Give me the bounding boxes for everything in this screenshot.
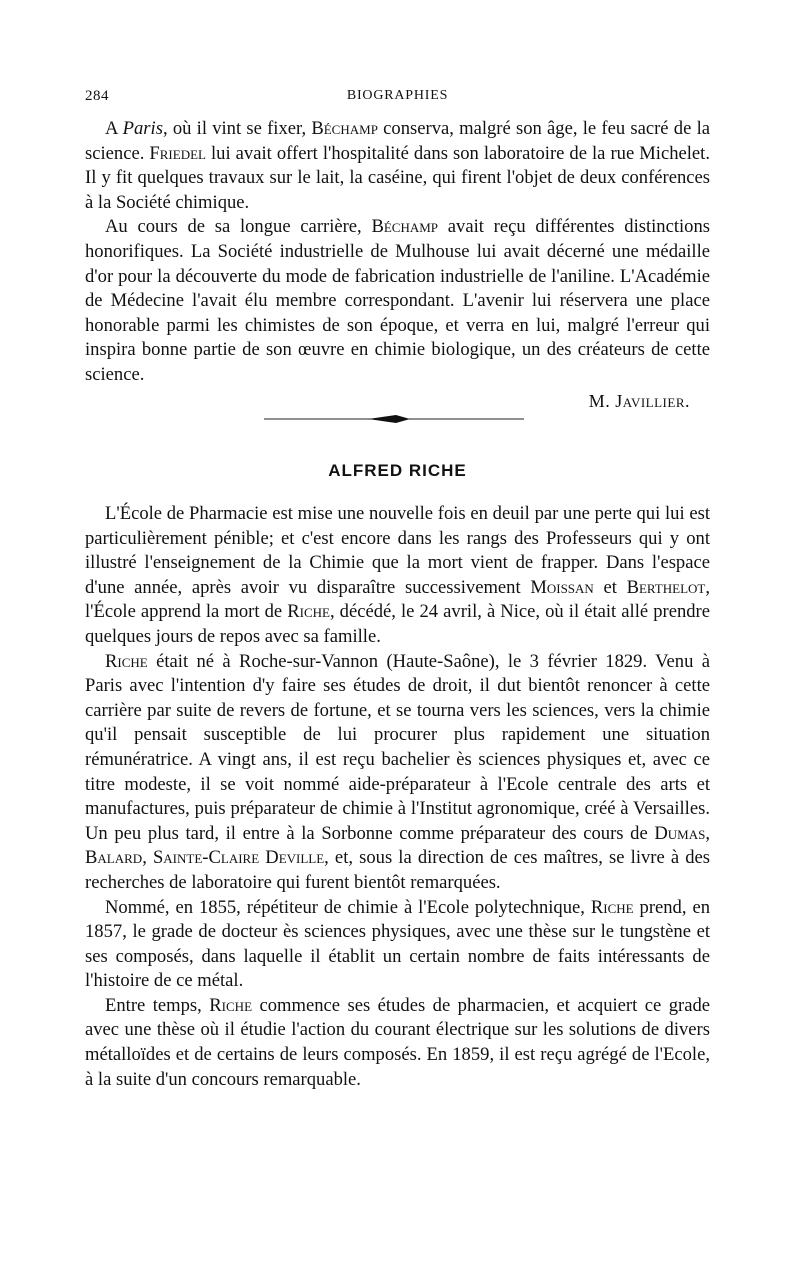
person-name: Sainte-Claire Deville bbox=[152, 847, 325, 869]
person-name: Riche bbox=[590, 896, 634, 918]
bechamp-section bbox=[85, 117, 710, 388]
section-divider-ornament bbox=[264, 412, 524, 426]
person-name: Balard bbox=[85, 847, 143, 869]
person-name: Béchamp bbox=[311, 118, 378, 139]
person-name: Riche bbox=[287, 601, 330, 623]
page-header bbox=[85, 88, 710, 110]
person-name: Béchamp bbox=[371, 216, 439, 238]
place-name: Paris bbox=[122, 118, 163, 139]
section-title: ALFRED RICHE bbox=[328, 461, 467, 480]
paragraph: Riche était né à Roche-sur-Vannon (Haute-Saône), le 3 février 1829. Venu à Paris avec l'intention d'y faire ses études de droit, il dut bientôt renoncer à cette carrière par suite de revers de fortune, et se tourna vers les sciences, vers la chimie qu'il pensait susceptible de lui procurer plus rapidement une situation rémunératrice. A vingt ans, il est reçu bachelier ès sciences physiques et, avec ce titre modeste, il se voit nommé aide-préparateur à l'Ecole centrale des arts et manufactures, puis préparateur de chimie à l'Institut agronomique, créé à Versailles. Un peu plus tard, il entre à la Sorbonne comme préparateur des cours de Dumas, Balard, Sainte-Claire Deville, et, sous la direction de ces maîtres, se livre à des recherches de laboratoire qui furent bientôt remarquées. bbox=[85, 650, 711, 893]
person-name: Riche bbox=[105, 650, 148, 672]
paragraph: A Paris, où il vint se fixer, Béchamp conserva, malgré son âge, le feu sacré de la science. Friedel lui avait offert l'hospitalité dans son laboratoire de la rue Michelet. Il y fit quelques travaux sur le lait, la caséine, qui firent l'objet de deux conférences à la Société chimique. bbox=[85, 118, 710, 213]
page-number: 284 bbox=[85, 88, 109, 104]
author-signature: M. Javillier. bbox=[588, 391, 690, 411]
person-name: Moissan bbox=[530, 576, 594, 598]
person-name: Dumas bbox=[654, 822, 706, 844]
paragraph: L'École de Pharmacie est mise une nouvelle fois en deuil par une perte qui lui est particulièrement pénible; et c'est encore dans les rangs des Professeurs qui y ont illustré l'enseignement de la Chimie que la mort vient de frapper. Dans l'espace d'une année, après avoir vu disparaître successivement Moissan et Berthelot, l'École apprend la mort de Riche, décédé, le 24 avril, à Nice, où il était allé prendre quelques jours de repos avec sa famille. bbox=[85, 503, 710, 647]
person-name: Riche bbox=[209, 994, 253, 1016]
paragraph: Entre temps, Riche commence ses études de pharmacien, et acquiert ce grade avec une thèse où il étudie l'action du courant électrique sur les solutions de divers métalloïdes et de certains de leurs composés. En 1859, il est reçu agrégé de l'Ecole, à la suite d'un concours remarquable. bbox=[85, 994, 711, 1090]
running-title: BIOGRAPHIES bbox=[346, 88, 449, 103]
paragraph: Nommé, en 1855, répétiteur de chimie à l'Ecole polytechnique, Riche prend, en 1857, le grade de docteur ès sciences physiques, avec une thèse sur le tungstène et ses composés, dans laquelle il établit un certain nombre de faits intéressants de l'histoire de ce métal. bbox=[85, 896, 710, 992]
person-name: Berthelot bbox=[626, 576, 706, 598]
riche-section bbox=[85, 502, 710, 1092]
person-name: Friedel bbox=[149, 142, 206, 164]
paragraph: Au cours de sa longue carrière, Béchamp avait reçu différentes distinctions honorifiques. La Société industrielle de Mulhouse lui avait décerné une médaille d'or pour la découverte du mode de fabrication industrielle de l'aniline. L'Académie de Médecine l'avait élu membre correspondant. L'avenir lui réservera une place honorable parmi les chimistes de son époque, et verra en lui, malgré l'erreur qui inspira bonne partie de son œuvre en chimie biologique, un des créateurs de cette science. bbox=[85, 216, 711, 385]
